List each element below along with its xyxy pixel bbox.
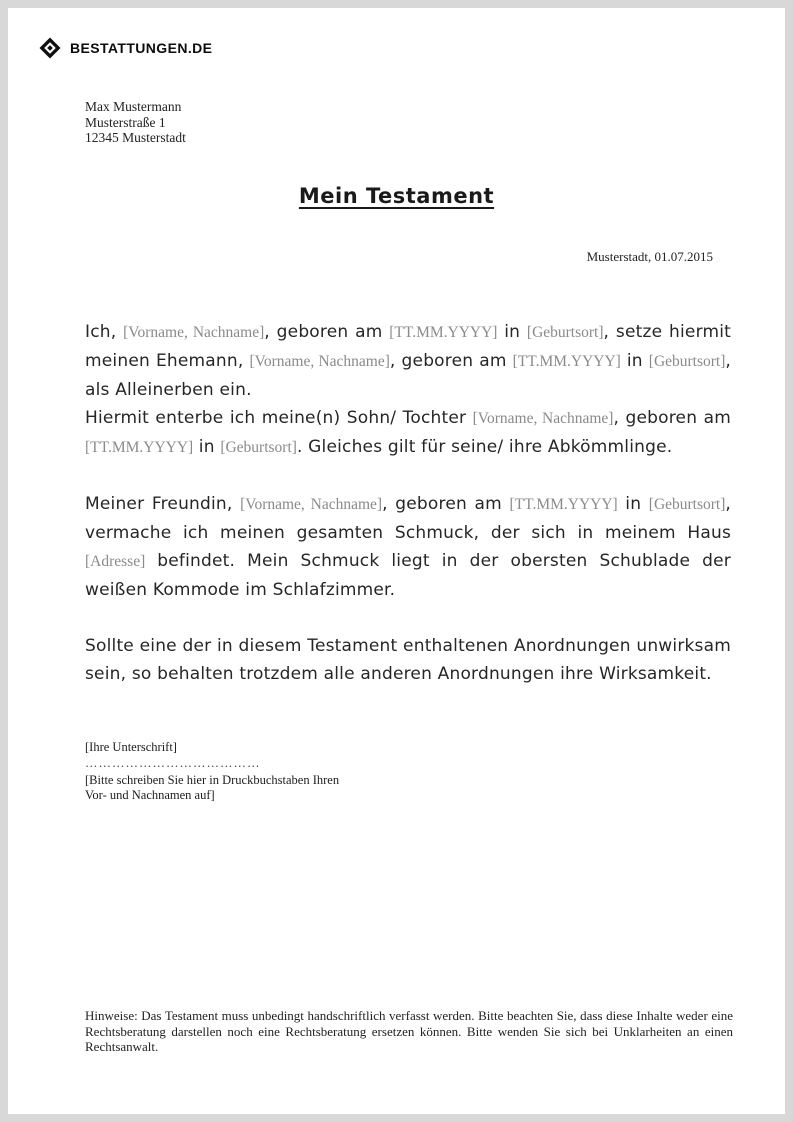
handwritten-text: Meiner Freundin, [85,494,241,514]
placeholder-field: [Vorname, Nachname] [123,324,265,341]
handwritten-text: Sollte eine der in diesem Testament enthaltenen Anordnungen unwirksam sein, so behalten trotzdem alle anderen Anordnungen ihre Wirksamkeit. [85,636,731,684]
signature-note-line1: [Bitte schreiben Sie hier in Druckbuchstaben Ihren [85,773,340,787]
signature-block [85,740,339,803]
placeholder-field: [TT.MM.YYYY] [389,324,498,341]
brand-header [38,36,212,60]
document-title: Mein Testament [298,184,495,208]
testament-paragraph-1 [85,318,731,462]
placeholder-field: [Geburtsort] [648,496,726,513]
handwritten-text: . Gleiches gilt für seine/ ihre Abkömmlinge. [296,437,673,457]
handwritten-text: in [193,437,221,457]
brand-name: BESTATTUNGEN.DE [70,40,213,56]
sender-city: 12345 Musterstadt [85,130,186,145]
brand-logo-icon [38,36,62,60]
handwritten-text: befindet. Mein Schmuck liegt in der obersten Schublade der weißen Kommode im Schlafzimmer. [85,551,731,600]
placeholder-field: [Vorname, Nachname] [249,353,390,370]
dateline: Musterstadt, 01.07.2015 [586,249,713,264]
sender-address [85,99,186,146]
handwritten-text: , geboren am [613,408,731,428]
handwritten-text: in [620,351,649,371]
placeholder-field: [Adresse] [85,553,146,570]
sender-street: Musterstraße 1 [85,114,166,130]
handwritten-text: , geboren am [382,494,510,514]
sender-name: Max Mustermann [85,99,182,114]
handwritten-text: , geboren am [389,351,513,371]
placeholder-field: [Geburtsort] [648,353,726,370]
testament-paragraph-3 [85,632,731,688]
signature-line: ………………………………… [85,756,261,770]
handwritten-text: , geboren am [264,322,390,342]
footer-note: Hinweise: Das Testament muss unbedingt handschriftlich verfasst werden. Bitte beachten Sie, dass diese Inhalte weder eine Rechtsberatung darstellen noch eine Rechtsberatung ersetzen können. Bitte wenden Sie sich bei Unklarheiten an einen Rechtsanwalt. [85,1008,733,1054]
placeholder-field: [Geburtsort] [526,324,604,341]
handwritten-text: in [617,494,649,514]
placeholder-field: [Geburtsort] [220,439,297,456]
placeholder-field: [TT.MM.YYYY] [512,353,621,370]
placeholder-field: [Vorname, Nachname] [240,496,383,513]
testament-paragraph-2 [85,490,731,604]
handwritten-text: , als Alleinerben ein. [85,351,732,400]
placeholder-field: [Vorname, Nachname] [472,410,614,427]
handwritten-text: Ich, [85,322,124,342]
handwritten-text: , vermache ich meinen gesamten Schmuck, der sich in meinem Haus [85,494,732,543]
handwritten-text: Hiermit enterbe ich meine(n) Sohn/ Tochter [85,408,473,428]
placeholder-field: [TT.MM.YYYY] [85,439,194,456]
testament-body [85,318,731,716]
handwritten-text: in [497,322,527,342]
signature-note-line2: Vor- und Nachnamen auf] [85,788,215,802]
signature-label: [Ihre Unterschrift] [85,740,177,754]
handwritten-text: , setze hiermit meinen Ehemann, [85,322,732,371]
placeholder-field: [TT.MM.YYYY] [509,496,618,513]
